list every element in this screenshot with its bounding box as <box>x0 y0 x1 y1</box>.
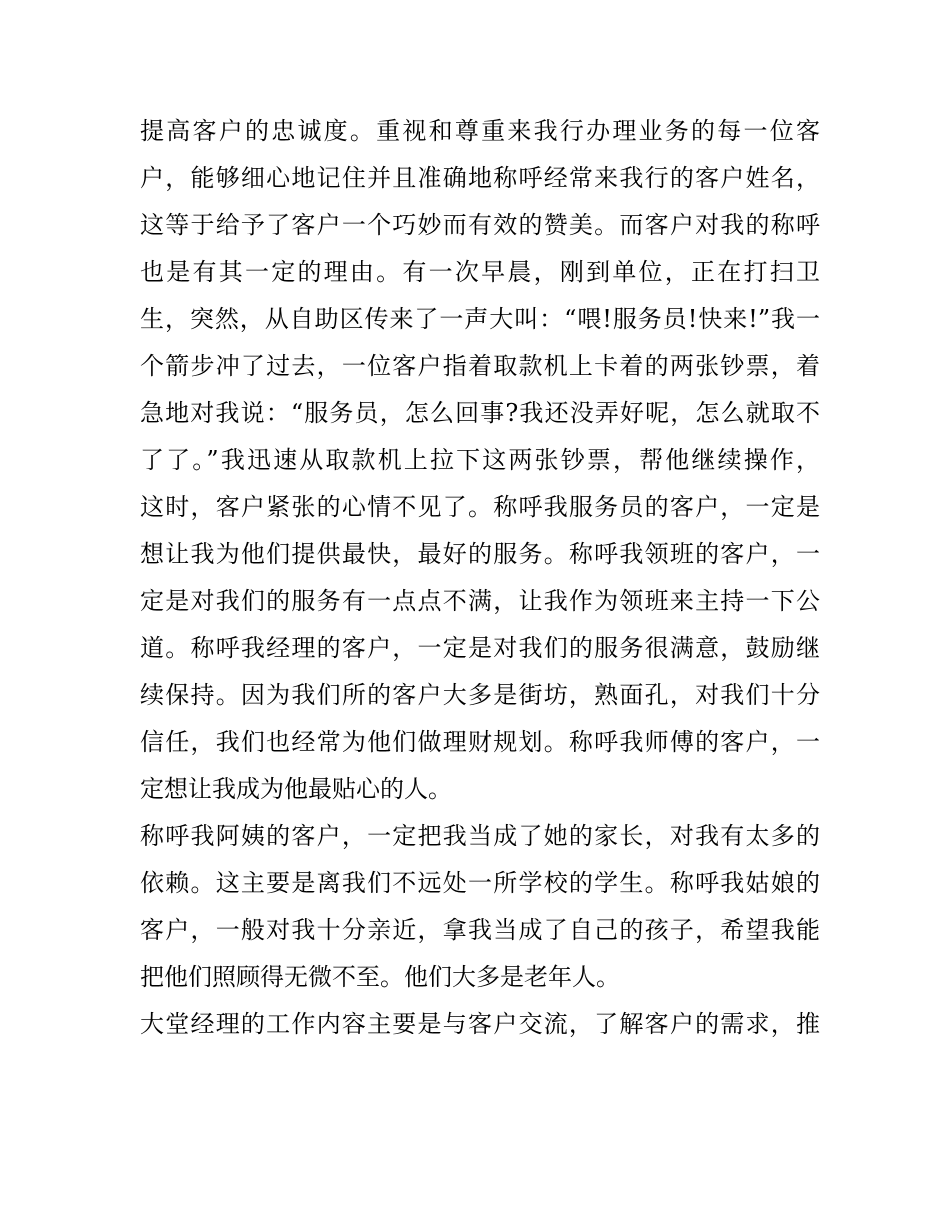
text-line: 称呼我阿姨的客户，一定把我当成了她的家长，对我有太多的 <box>140 822 820 850</box>
text-line: 生，突然，从自助区传来了一声大叫：“喂!服务员!快来!”我一 <box>140 305 820 333</box>
text-line: 急地对我说：“服务员，怎么回事?我还没弄好呢，怎么就取不 <box>140 399 820 427</box>
text-line: 了了。”我迅速从取款机上拉下这两张钞票，帮他继续操作， <box>140 446 820 474</box>
text-line: 个箭步冲了过去，一位客户指着取款机上卡着的两张钞票，着 <box>140 352 820 380</box>
text-line: 把他们照顾得无微不至。他们大多是老年人。 <box>140 963 620 991</box>
text-line: 依赖。这主要是离我们不远处一所学校的学生。称呼我姑娘的 <box>140 869 820 897</box>
text-line: 也是有其一定的理由。有一次早晨，刚到单位，正在打扫卫 <box>140 258 820 286</box>
text-line: 提高客户的忠诚度。重视和尊重来我行办理业务的每一位客 <box>140 117 820 145</box>
text-line: 这等于给予了客户一个巧妙而有效的赞美。而客户对我的称呼 <box>140 211 820 239</box>
body-text <box>140 108 820 1048</box>
text-line: 定是对我们的服务有一点点不满，让我作为领班来主持一下公 <box>140 587 820 615</box>
text-line: 这时，客户紧张的心情不见了。称呼我服务员的客户，一定是 <box>140 493 820 521</box>
text-line: 信任，我们也经常为他们做理财规划。称呼我师傅的客户，一 <box>140 728 820 756</box>
text-line: 客户，一般对我十分亲近，拿我当成了自己的孩子，希望我能 <box>140 916 820 944</box>
text-line: 户，能够细心地记住并且准确地称呼经常来我行的客户姓名， <box>140 164 820 192</box>
text-line: 大堂经理的工作内容主要是与客户交流，了解客户的需求，推 <box>140 1010 820 1038</box>
text-line: 道。称呼我经理的客户，一定是对我们的服务很满意，鼓励继 <box>140 634 820 662</box>
text-line: 想让我为他们提供最快，最好的服务。称呼我领班的客户，一 <box>140 540 820 568</box>
text-line: 定想让我成为他最贴心的人。 <box>140 775 452 803</box>
text-line: 续保持。因为我们所的客户大多是街坊，熟面孔，对我们十分 <box>140 681 820 709</box>
